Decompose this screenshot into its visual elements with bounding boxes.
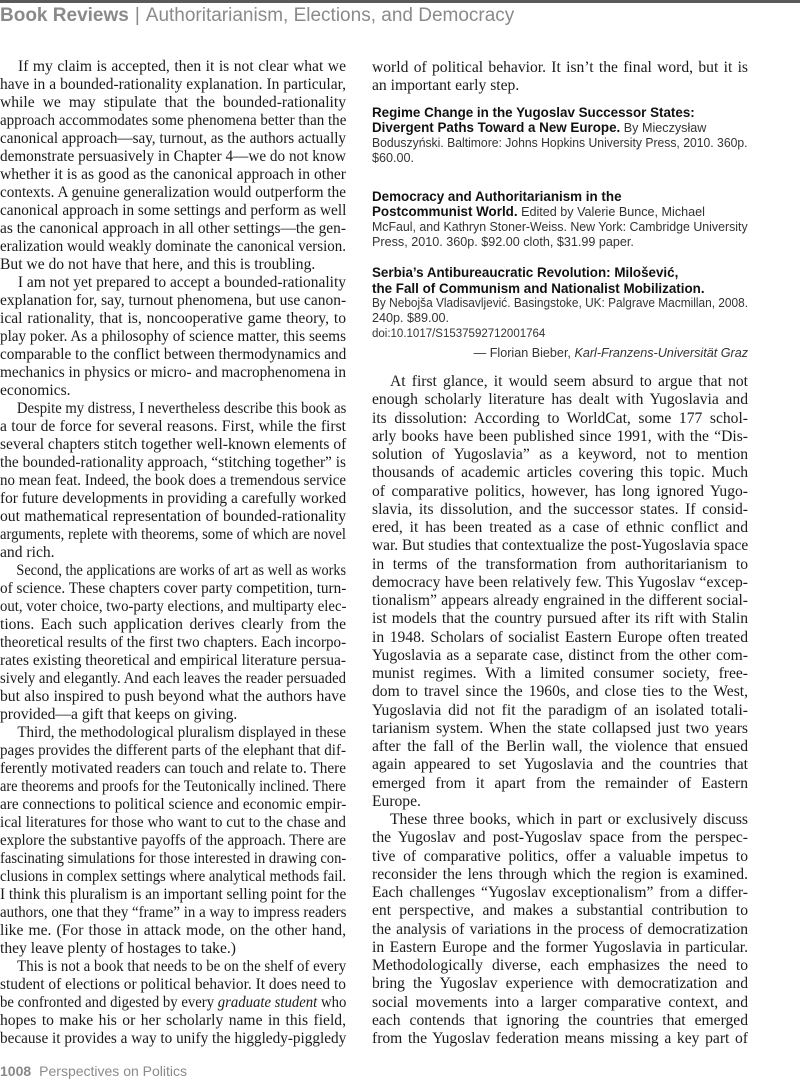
- text-line: again appeared to set Yugoslavia and the countries that: [372, 756, 748, 774]
- text-line: tions. Each such application derives clearly from the: [0, 616, 346, 633]
- header-rule: [0, 0, 800, 3]
- text-line: bring the Yugoslav experience with democratization and: [372, 975, 748, 993]
- book-details: McFaul, and Kathryn Stoner-Weiss. New York: Cambridge University: [372, 219, 748, 234]
- doi: doi:10.1017/S1537592712001764: [372, 327, 546, 340]
- text-line: ferently motivated readers can touch and relate to. There: [0, 760, 346, 777]
- text-line: Third, the methodological pluralism displayed in these: [17, 724, 346, 741]
- text-line: theoretical results of the first two chapters. Each incorpo-: [0, 634, 347, 651]
- text-line: of science. These chapters cover party competition, turn-: [0, 580, 347, 597]
- text-line: for future developments in providing a carefully worked: [0, 490, 347, 507]
- text-line: enough scholarly literature has dealt with Yugoslavia and: [372, 391, 748, 409]
- book-details: Press, 2010. 360p. $92.00 cloth, $31.99 paper.: [372, 235, 634, 250]
- citation-line: [372, 120, 748, 135]
- text-line: explanation for, say, turnout phenomena, but use canon-: [0, 292, 347, 309]
- text-line: hopes to make his or her scholarly name in this field,: [0, 1012, 346, 1029]
- header-separator: |: [134, 5, 140, 26]
- text-line: [0, 994, 346, 1012]
- text-line: an important early step.: [372, 77, 520, 94]
- text-line: slavia, its dissolution, and the successor states. If consid-: [372, 500, 748, 518]
- text-line: I am not yet prepared to accept a bounded-rationality: [17, 274, 346, 291]
- book-title: Regime Change in the Yugoslav Successor States:: [372, 105, 695, 120]
- text-line: ist models that the country pursued after its rift with Stalin: [372, 610, 748, 628]
- text-line: from the Yugoslav federation means missing a key part of: [372, 1030, 748, 1047]
- text-line: ical rationality, that is, noncooperative game theory, to: [0, 310, 346, 327]
- text-line: after the fall of the Berlin wall, the violence that ensued: [372, 738, 748, 755]
- citations-block: [372, 105, 748, 341]
- book-details: Edited by Valerie Bunce, Michael: [521, 205, 705, 220]
- text-line: the bounded-rationality approach, “stitching together” is: [0, 454, 346, 471]
- paragraph: [372, 811, 748, 1048]
- reviewer-dash: —: [473, 346, 490, 360]
- text-line: war. But studies that contextualize the post-Yugoslavia space: [372, 537, 749, 555]
- text-line: solution of Yugoslavia” as a keyword, not to mention: [372, 446, 748, 463]
- book-title: the Fall of Communism and Nationalist Mobilization.: [372, 280, 705, 296]
- text-line: tarianism system. When the state collapsed just two years: [372, 719, 748, 737]
- section-label: Book Reviews: [0, 5, 129, 26]
- citation-line: [372, 189, 748, 204]
- text-line: emerged from it apart from the remainder of Eastern: [372, 774, 748, 792]
- text-line: like me. (For those in attack mode, on the other hand,: [0, 922, 346, 939]
- text-line: democracy have been relatively few. This Yugoslav “excep-: [372, 573, 748, 591]
- text-line: Despite my distress, I nevertheless describe this book as: [16, 400, 347, 417]
- text-line: its dissolution: According to WorldCat, some 177 schol-: [372, 409, 748, 427]
- text-line: social movements into a larger comparative context, and: [372, 993, 748, 1011]
- text-line: because it provides a way to unify the higgledy-piggledy: [0, 1030, 347, 1047]
- text-line: sively and elegantly. And each leaves the reader persuaded: [0, 670, 346, 687]
- text-line: demonstrate persuasively in Chapter 4—we do not know: [0, 148, 346, 165]
- text-line: arguments, replete with theorems, some of which are novel: [0, 526, 346, 543]
- text-line: These three books, which in part or exclusively discuss: [390, 811, 748, 828]
- text-line: If my claim is accepted, then it is not clear what we: [18, 58, 346, 75]
- text-line: in 1948. Scholars of socialist Eastern Europe often treated: [372, 628, 748, 646]
- text-line: play poker. As a philosophy of science matter, this seems: [0, 328, 346, 345]
- text-line: are theorems and proofs for the Teutonically inclined. There: [0, 778, 346, 795]
- text-line: thousands of academic articles covering this topic. Much: [372, 464, 748, 482]
- text-line: Yugoslavia as a separate case, distinct from the other com-: [372, 646, 748, 664]
- citation-line: [372, 204, 748, 219]
- left-column: [0, 58, 346, 1048]
- paragraph: [0, 400, 346, 562]
- journal-name: Perspectives on Politics: [39, 1063, 187, 1079]
- reviewer-signature: [474, 345, 748, 361]
- text-line: But we do not have that here, and this is troubling.: [0, 256, 316, 273]
- text-line: provided—a gift that keeps on giving.: [0, 706, 238, 723]
- book-details: By Nebojša Vladisavljević. Basingstoke, UK: Palgrave Macmillan, 2008.: [372, 295, 748, 310]
- paragraph: [372, 373, 748, 811]
- text-line: the analysis of variations in the process of democratization: [372, 920, 748, 938]
- text-line: clusions in complex settings where analytical methods fail.: [0, 868, 347, 885]
- text-line: ered, it has been treated as a case of ethnic conflict and: [372, 519, 748, 536]
- text-line: each contends that ignoring the countries that emerged: [372, 1011, 748, 1029]
- text-line: Methodologically diverse, each emphasizes the need to: [372, 957, 748, 974]
- text-line: but also inspired to push beyond what the authors have: [0, 688, 346, 705]
- text-segment: who: [317, 994, 347, 1011]
- book-title: Serbia’s Antibureaucratic Revolution: Milošević,: [372, 265, 679, 281]
- book-details: $60.00.: [372, 150, 415, 165]
- header-title: Authoritarianism, Elections, and Democracy: [145, 5, 515, 26]
- book-title: Democracy and Authoritarianism in the: [372, 189, 622, 205]
- text-line: ical literatures for those who want to cut to the chase and: [0, 814, 346, 831]
- right-column-continuation: [372, 59, 748, 95]
- page-footer: [0, 1063, 187, 1079]
- text-line: economics.: [0, 382, 71, 399]
- paragraph: [0, 58, 346, 274]
- text-line: arly books have been published since 1991, with the “Dis-: [372, 427, 748, 445]
- text-line: student of elections or political behavior. It does need to: [0, 976, 346, 993]
- paragraph: [0, 274, 346, 400]
- text-segment: be confronted and digested by every: [0, 994, 218, 1011]
- text-line: eralization would weakly dominate the canonical version.: [0, 238, 346, 255]
- text-line: and rich.: [0, 544, 55, 561]
- paragraph: [372, 59, 748, 95]
- text-line: authors, one that they “frame” in a way to impress readers: [0, 904, 347, 921]
- text-line: in Eastern Europe and the former Yugoslavia in particular.: [372, 938, 748, 956]
- text-line: tionalism” appears already engrained in the different social-: [372, 592, 748, 609]
- page-number: 1008: [0, 1063, 32, 1079]
- book-details: By Mieczysław: [623, 121, 707, 136]
- text-line: Second, the applications are works of art as well as works: [16, 562, 347, 579]
- text-line: while we may stipulate that the bounded-rationality: [0, 94, 346, 111]
- text-line: no mean feat. Indeed, the book does a tremendous service: [0, 472, 346, 489]
- text-line: pages provides the different parts of the elephant that dif-: [0, 742, 346, 759]
- text-line: tive of comparative politics, offer a valuable impetus to: [372, 847, 748, 865]
- text-line: canonical approach—say, turnout, as the authors actually: [0, 130, 346, 147]
- reviewer-name: Florian Bieber,: [489, 346, 575, 360]
- text-line: the Yugoslav and post-Yugoslav space from the perspec-: [372, 829, 748, 847]
- text-line: several chapters stitch together well-known elements of: [0, 436, 347, 453]
- text-line: have in a bounded-rationality explanation. In particular,: [0, 76, 346, 93]
- book-details: Boduszyński. Baltimore: Johns Hopkins University Press, 2010. 360p.: [372, 135, 748, 150]
- text-line: I think this pluralism is an important selling point for the: [0, 886, 347, 903]
- text-line: Yugoslavia did not fit the paradigm of an isolated totali-: [372, 701, 748, 719]
- text-line: At first glance, it would seem absurd to argue that not: [390, 373, 748, 390]
- paragraph: [0, 958, 346, 1048]
- book-title: Postcommunist World.: [372, 204, 518, 220]
- text-line: whether it is as good as the canonical approach in other: [0, 166, 346, 183]
- text-line: out mathematical representation of bounded-rationality: [0, 508, 346, 525]
- text-line: Each challenges “Yugoslav exceptionalism” from a differ-: [372, 884, 748, 901]
- book-citation: [372, 105, 748, 166]
- emphasis: graduate student: [217, 994, 318, 1011]
- text-line: in terms of the transformation from authoritarianism to: [372, 555, 748, 573]
- text-line: dom to travel since the 1960s, and close ties to the West,: [372, 683, 748, 701]
- running-header: [0, 5, 514, 29]
- right-column-review: [372, 373, 748, 1048]
- text-line: out, voter choice, two-party elections, and multiparty elec-: [0, 598, 347, 615]
- text-line: canonical approach in some settings and perform as well: [0, 202, 347, 219]
- book-title: Divergent Paths Toward a New Europe.: [372, 120, 621, 136]
- book-details: 240p. $89.00.: [372, 311, 450, 326]
- paragraph: [0, 562, 346, 724]
- text-line: explore the substantive payoffs of the approach. There are: [0, 832, 346, 849]
- text-line: as the canonical approach in all other settings—the gen-: [0, 220, 346, 237]
- text-line: rates existing theoretical and empirical literature persua-: [0, 652, 346, 669]
- text-line: comparable to the conflict between thermodynamics and: [0, 346, 347, 363]
- citation-line: [372, 265, 748, 280]
- reviewer-affiliation: Karl-Franzens-Universität Graz: [574, 346, 748, 360]
- text-line: are connections to political science and economic empir-: [0, 796, 347, 813]
- text-line: approach accommodates some phenomena better than the: [0, 112, 347, 129]
- text-line: fascinating simulations for those interested in drawing con-: [0, 850, 347, 867]
- text-line: Europe.: [372, 792, 421, 810]
- text-line: mechanics in physics or micro- and macrophenomena in: [0, 364, 347, 381]
- text-line: they leave plenty of hostages to take.): [0, 940, 236, 957]
- citation-line: [372, 105, 748, 120]
- text-line: contexts. A genuine generalization would outperform the: [0, 184, 346, 201]
- book-citation: [372, 265, 748, 326]
- text-line: munist regimes. With a limited consumer society, free-: [372, 665, 748, 682]
- text-line: world of political behavior. It isn’t the final word, but it is: [372, 59, 748, 76]
- text-line: a tour de force for several reasons. First, while the first: [0, 418, 346, 435]
- text-line: This is not a book that needs to be on the shelf of every: [17, 958, 347, 975]
- text-line: ent perspective, and makes a substantial contribution to: [372, 902, 748, 920]
- paragraph: [0, 724, 346, 958]
- text-line: reconsider the lens through which the region is examined.: [372, 865, 748, 883]
- book-citation: [372, 189, 748, 250]
- citation-line: [372, 281, 748, 296]
- text-line: of comparative politics, however, has long ignored Yugo-: [372, 482, 748, 500]
